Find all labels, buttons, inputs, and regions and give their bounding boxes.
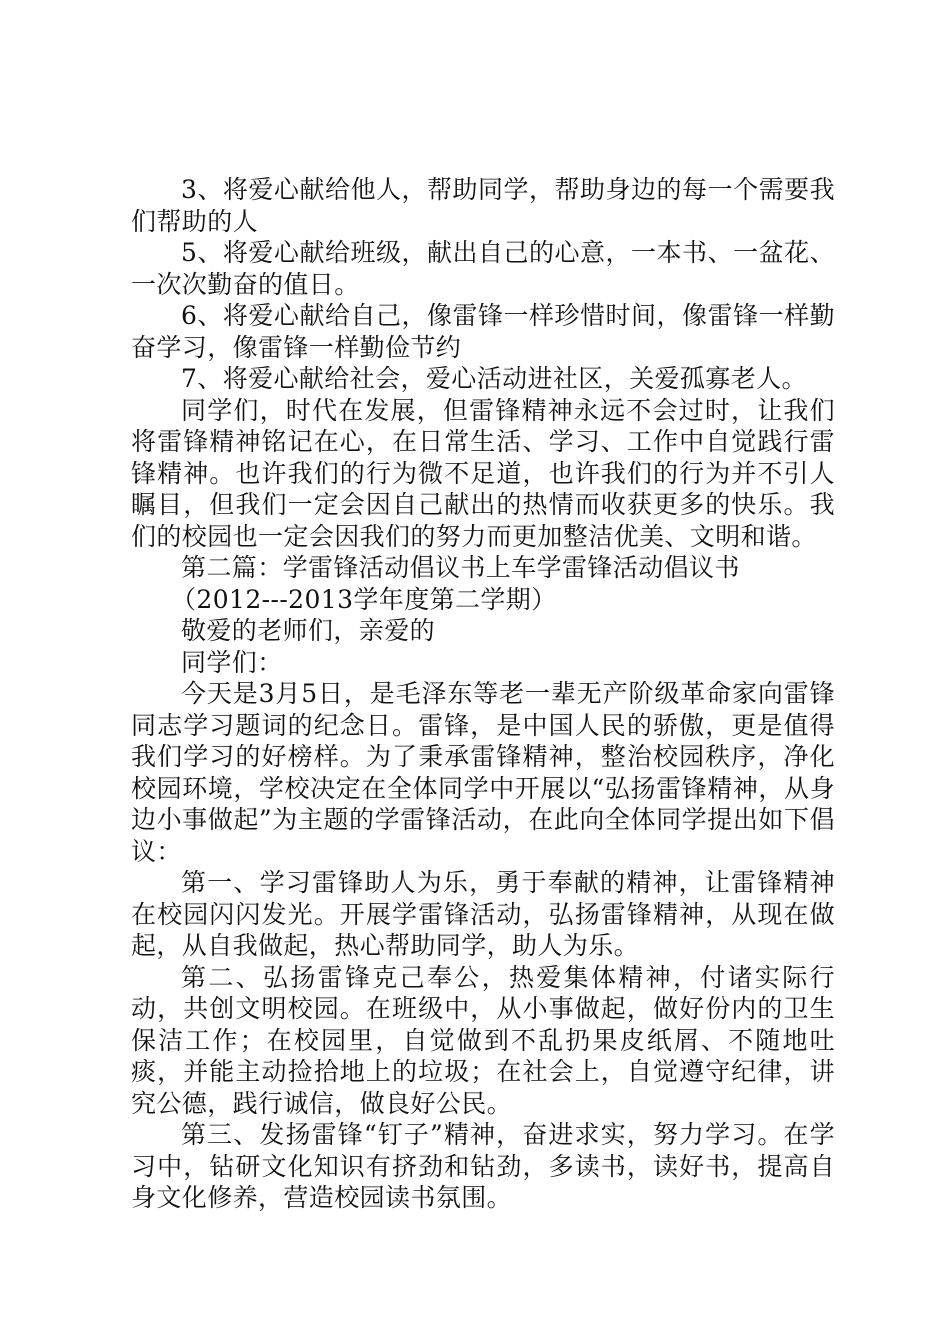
paragraph-first: 第一、学习雷锋助人为乐，勇于奉献的精神，让雷锋精神在校园闪闪发光。开展学雷锋活动，弘扬雷锋精神，从现在做起，从自我做起，热心帮助同学，助人为乐。 — [131, 868, 835, 960]
paragraph-closing: 同学们，时代在发展，但雷锋精神永远不会过时，让我们将雷锋精神铭记在心，在日常生活、学习、工作中自觉践行雷锋精神。也许我们的行为微不足道，也许我们的行为并不引人瞩目，但我们一定会因自己献出的热情而收获更多的快乐。我们的校园也一定会因我们的努力而更加整洁优美、文明和谐。 — [131, 395, 835, 551]
section-title: 第二篇：学雷锋活动倡议书上车学雷锋活动倡议书 — [181, 553, 740, 582]
section-subtitle: （2012---2013学年度第二学期） — [171, 584, 557, 614]
salutation-line-1: 敬爱的老师们，亲爱的 — [181, 616, 436, 645]
paragraph-item-6: 6、将爱心献给自己，像雷锋一样珍惜时间，像雷锋一样勤奋学习，像雷锋一样勤俭节约 — [131, 301, 835, 362]
document-body — [131, 174, 835, 1214]
paragraph-intro: 今天是3月5日，是毛泽东等老一辈无产阶级革命家向雷锋同志学习题词的纪念日。雷锋，是中国人民的骄傲，更是值得我们学习的好榜样。为了秉承雷锋精神，整治校园秩序，净化校园环境，学校决定在全体同学中开展以“弘扬雷锋精神，从身边小事做起”为主题的学雷锋活动，在此向全体同学提出如下倡议： — [131, 679, 835, 866]
paragraph-item-7: 7、将爱心献给社会，爱心活动进社区，关爱孤寡老人。 — [181, 364, 807, 393]
paragraph-item-5: 5、将爱心献给班级，献出自己的心意，一本书、一盆花、一次次勤奋的值日。 — [131, 238, 835, 299]
paragraph-item-3: 3、将爱心献给他人，帮助同学，帮助身边的每一个需要我们帮助的人 — [131, 175, 835, 236]
salutation-line-2: 同学们： — [181, 647, 283, 677]
paragraph-third: 第三、发扬雷锋“钉子”精神，奋进求实，努力学习。在学习中，钻研文化知识有挤劲和钻劲，多读书，读好书，提高自身文化修养，营造校园读书氛围。 — [131, 1120, 835, 1212]
paragraph-second: 第二、弘扬雷锋克己奉公，热爱集体精神，付诸实际行动，共创文明校园。在班级中，从小事做起，做好份内的卫生保洁工作；在校园里，自觉做到不乱扔果皮纸屑、不随地吐痰，并能主动捡拾地上的垃圾；在社会上，自觉遵守纪律，讲究公德，践行诚信，做良好公民。 — [131, 962, 835, 1118]
